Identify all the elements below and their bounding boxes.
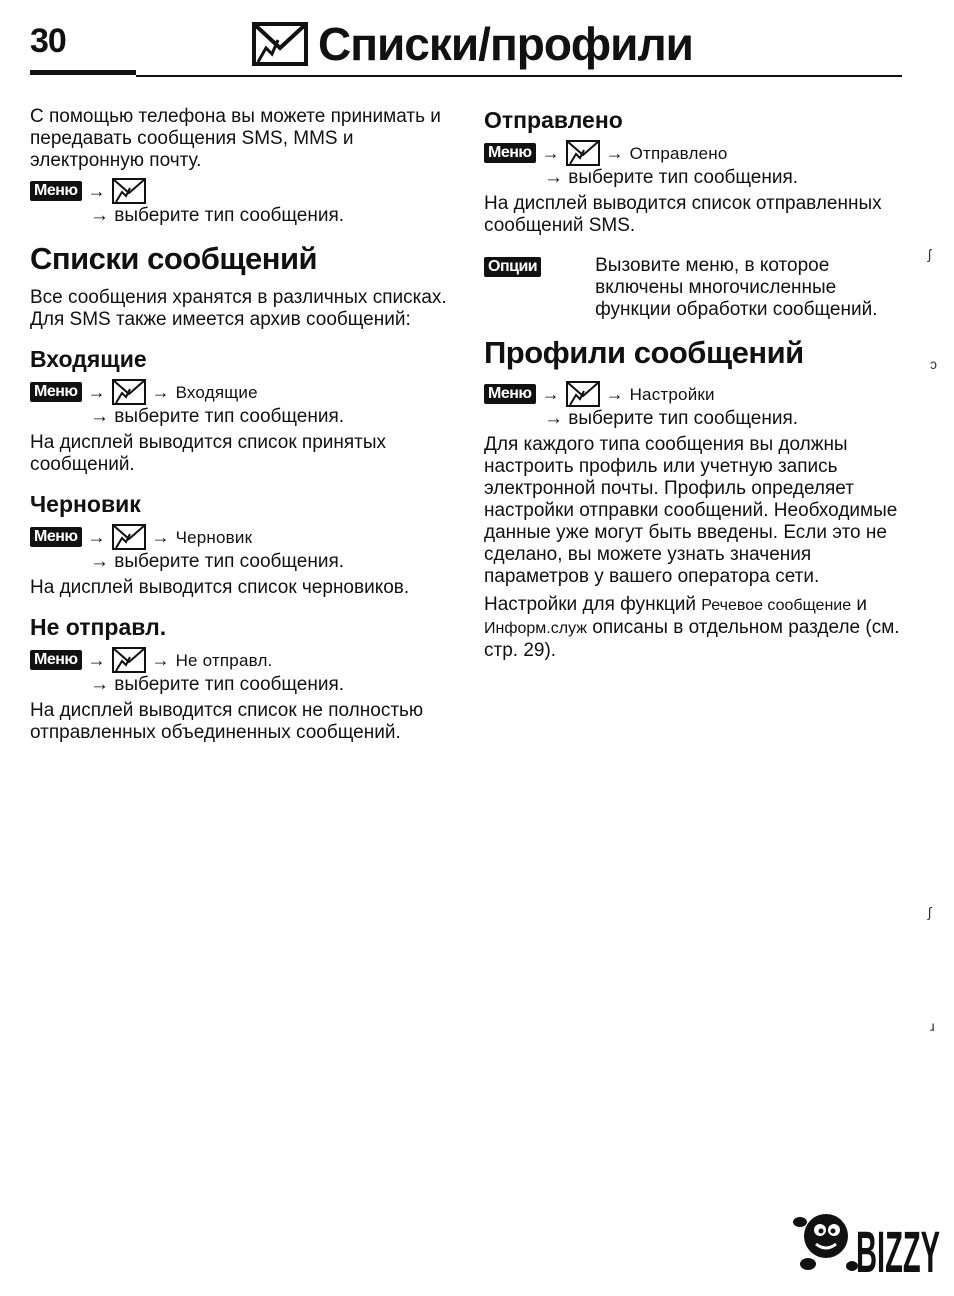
- arrow-icon: →: [605, 142, 624, 163]
- envelope-icon: [112, 524, 146, 550]
- header-rule: [136, 75, 902, 77]
- page-number: 30: [30, 22, 66, 60]
- drafts-heading: Черновик: [30, 491, 141, 517]
- menu-softkey: Меню: [30, 382, 82, 402]
- logo-text: BIZZY: [856, 1220, 940, 1280]
- page-title: Списки/профили: [318, 18, 693, 70]
- bizzy-logo: [792, 1196, 942, 1280]
- page-header: [252, 16, 693, 72]
- note-part: Настройки для функций: [484, 594, 702, 615]
- arrow-icon: →: [151, 381, 170, 402]
- arrow-icon: →: [87, 526, 106, 547]
- envelope-icon: [252, 22, 308, 66]
- sent-heading: Отправлено: [484, 107, 623, 133]
- lists-text: Все сообщения хранятся в различных списках. Для SMS также имеется архив сообщений:: [30, 287, 447, 330]
- intro-menu-path: [30, 178, 450, 227]
- profiles-menu-path: [484, 381, 904, 430]
- arrow-icon: →: [151, 526, 170, 547]
- inbox-text: На дисплей выводится список принятых сообщений.: [30, 432, 387, 475]
- options-softkey: Опции: [484, 257, 541, 277]
- profiles-heading: Профили сообщений: [484, 335, 804, 370]
- info-service-menu-item: Информ.служ: [484, 620, 587, 637]
- sent-text: На дисплей выводится список отправленных сообщений SMS.: [484, 193, 882, 236]
- envelope-icon: [566, 381, 600, 407]
- unsent-heading: Не отправл.: [30, 614, 167, 640]
- arrow-icon: →: [87, 649, 106, 670]
- arrow-icon: →: [605, 383, 624, 404]
- menu-softkey: Меню: [30, 527, 82, 547]
- page-number-underline: [30, 70, 136, 75]
- sent-menu-item: Отправлено: [629, 143, 728, 163]
- drafts-text: На дисплей выводится список черновиков.: [30, 577, 410, 598]
- arrow-icon: →: [151, 649, 170, 670]
- menu-softkey: Меню: [484, 384, 536, 404]
- arrow-icon: →: [87, 180, 106, 201]
- path-instruction: → выберите тип сообщения.: [90, 205, 345, 226]
- sent-menu-path: [484, 140, 904, 189]
- drafts-menu-path: [30, 524, 450, 573]
- drafts-menu-item: Черновик: [175, 527, 253, 547]
- envelope-icon: [112, 379, 146, 405]
- mascot-icon: [793, 1214, 858, 1271]
- intro-text: С помощью телефона вы можете принимать и передавать сообщения SMS, MMS и электронную почту.: [30, 106, 441, 171]
- voice-message-menu-item: Речевое сообщение: [701, 597, 852, 614]
- scan-mark: ʃ: [928, 904, 932, 920]
- options-description: Вызовите меню, в которое включены многочисленные функции обработки сообщений.: [595, 255, 878, 320]
- profiles-note: [484, 594, 904, 662]
- options-row: [484, 255, 904, 321]
- inbox-heading: Входящие: [30, 346, 147, 372]
- lists-heading: Списки сообщений: [30, 241, 318, 276]
- menu-softkey: Меню: [30, 181, 82, 201]
- menu-softkey: Меню: [30, 650, 82, 670]
- inbox-menu-path: [30, 379, 450, 428]
- profiles-text: Для каждого типа сообщения вы должны настроить профиль или учетную запись электронной почты. Профиль определяет настройки отправки сообщений. Необходимые данные уже могут быть введены. Если это не сделано, вы можете узнать значения параметров у вашего оператора сети.: [484, 434, 898, 587]
- scan-mark: ʃ: [928, 246, 932, 262]
- scan-mark: ɹ: [930, 1018, 935, 1034]
- right-column: [484, 106, 904, 668]
- envelope-icon: [112, 647, 146, 673]
- unsent-menu-path: [30, 647, 450, 696]
- menu-softkey: Меню: [484, 143, 536, 163]
- path-instruction: → выберите тип сообщения.: [90, 551, 345, 572]
- path-instruction: → выберите тип сообщения.: [544, 408, 799, 429]
- path-instruction: → выберите тип сообщения.: [90, 406, 345, 427]
- left-column: [30, 106, 450, 750]
- scan-mark: ɔ: [930, 356, 937, 372]
- profiles-menu-item: Настройки: [629, 384, 715, 404]
- note-part: описаны в отдельном разделе (см. стр. 29).: [484, 617, 900, 661]
- unsent-menu-item: Не отправл.: [175, 650, 273, 670]
- arrow-icon: →: [541, 142, 560, 163]
- path-instruction: → выберите тип сообщения.: [544, 167, 799, 188]
- path-instruction: → выберите тип сообщения.: [90, 674, 345, 695]
- note-part: и: [851, 594, 868, 615]
- arrow-icon: →: [87, 381, 106, 402]
- envelope-icon: [112, 178, 146, 204]
- unsent-text: На дисплей выводится список не полностью отправленных объединенных сообщений.: [30, 700, 424, 743]
- inbox-menu-item: Входящие: [175, 382, 258, 402]
- envelope-icon: [566, 140, 600, 166]
- arrow-icon: →: [541, 383, 560, 404]
